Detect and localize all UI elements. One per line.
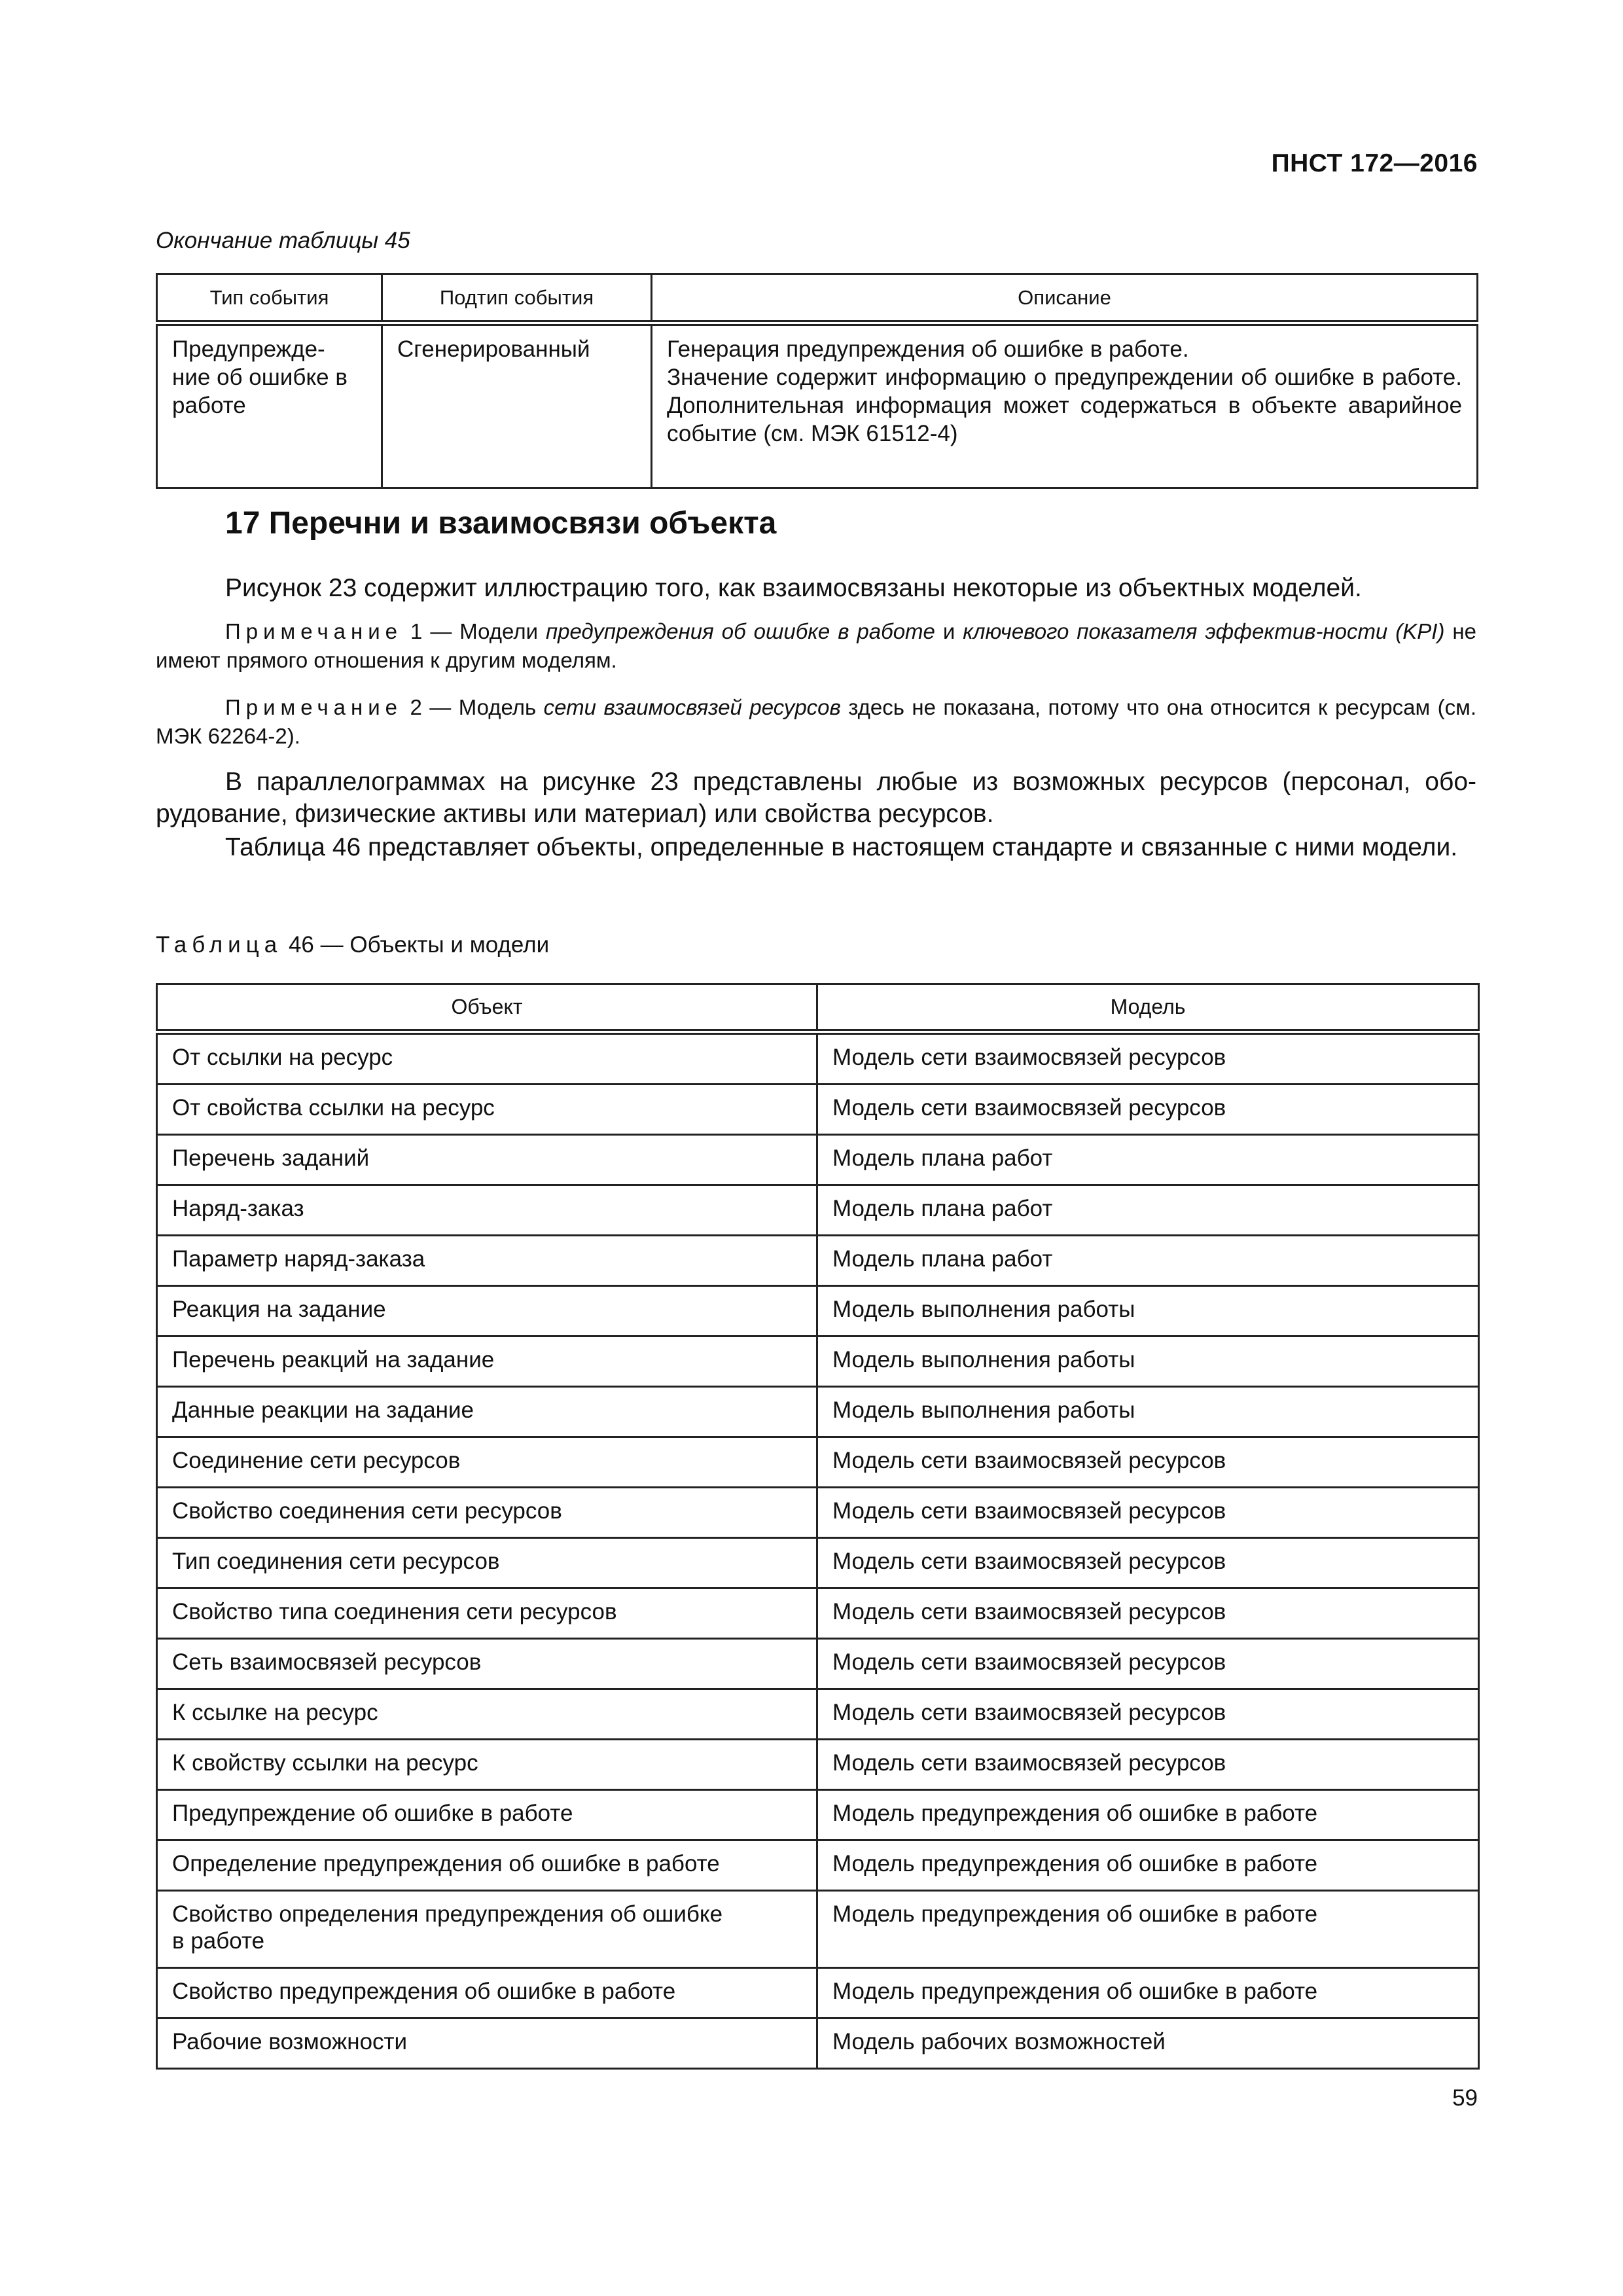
cell-object: Определение предупреждения об ошибке в работе: [157, 1840, 817, 1891]
cell-model: Модель сети взаимосвязей ресурсов: [817, 1740, 1479, 1790]
intro-paragraph: Рисунок 23 содержит иллюстрацию того, как взаимосвязаны некоторые из объектных моделей.: [225, 574, 1362, 602]
table-46-body: [157, 1032, 1479, 2069]
cell-model: Модель выполнения работы: [817, 1336, 1479, 1387]
note-2: [156, 693, 1476, 751]
table-46: [156, 983, 1480, 2070]
cell-object: Свойство типа соединения сети ресурсов: [157, 1588, 817, 1639]
cell-model: Модель сети взаимосвязей ресурсов: [817, 1032, 1479, 1085]
note-1: [156, 617, 1476, 675]
column-header-model: Модель: [817, 984, 1479, 1032]
table-row: [157, 1135, 1479, 1185]
cell-model: Модель сети взаимосвязей ресурсов: [817, 1488, 1479, 1538]
cell-object: Тип соединения сети ресурсов: [157, 1538, 817, 1588]
cell-object: Наряд-заказ: [157, 1185, 817, 1236]
cell-object: Данные реакции на задание: [157, 1387, 817, 1437]
page-number: 59: [1452, 2085, 1478, 2111]
column-header-event-subtype: Подтип события: [382, 274, 652, 323]
cell-object: Перечень реакций на задание: [157, 1336, 817, 1387]
cell-model: Модель выполнения работы: [817, 1286, 1479, 1336]
table-row: [157, 1032, 1479, 1085]
table45-caption: Окончание таблицы 45: [156, 228, 410, 253]
cell-object: Свойство определения предупреждения об ошибке в работе: [157, 1891, 817, 1968]
table-row: [157, 1085, 1479, 1135]
table46-caption-text: 46 — Объекты и модели: [288, 932, 550, 958]
cell-event-type: Предупрежде- ние об ошибке в работе: [157, 323, 382, 488]
note-text: — Модели: [422, 619, 546, 643]
cell-model: Модель предупреждения об ошибке в работе: [817, 1968, 1479, 2018]
table-row: [157, 1740, 1479, 1790]
note-text: и: [935, 619, 963, 643]
note-label: Примечание: [225, 619, 403, 643]
body-paragraph: Таблица 46 представляет объекты, определенные в настоящем стандарте и связанные с ними модели.: [225, 833, 1458, 861]
note-text-italic: предупреждения об ошибке в работе: [545, 619, 935, 643]
cell-object: Рабочие возможности: [157, 2018, 817, 2069]
cell-model: Модель рабочих возможностей: [817, 2018, 1479, 2069]
table-45: [156, 273, 1478, 489]
section-heading: 17 Перечни и взаимосвязи объекта: [225, 506, 777, 541]
table-row: [157, 1790, 1479, 1840]
table-row: [157, 1336, 1479, 1387]
cell-object: Реакция на задание: [157, 1286, 817, 1336]
note-text-italic: сети взаимосвязей ресурсов: [543, 695, 841, 719]
note-number: 2: [410, 695, 422, 719]
cell-event-subtype: Сгенерированный: [382, 323, 652, 488]
table-row: [157, 1968, 1479, 2018]
column-header-object: Объект: [157, 984, 817, 1032]
table-row: [157, 2018, 1479, 2069]
table-row: [157, 1840, 1479, 1891]
table-header-row: [157, 274, 1478, 323]
table-row: [157, 1588, 1479, 1639]
table-row: [157, 1891, 1479, 1968]
table-row: [157, 1185, 1479, 1236]
cell-model: Модель предупреждения об ошибке в работе: [817, 1840, 1479, 1891]
table-row: [157, 1488, 1479, 1538]
table-row: [157, 1538, 1479, 1588]
cell-model: Модель плана работ: [817, 1185, 1479, 1236]
table-row: [157, 1286, 1479, 1336]
cell-model: Модель предупреждения об ошибке в работе: [817, 1891, 1479, 1968]
note-text-italic: ключевого показателя эффектив-ности (KPI): [963, 619, 1445, 643]
cell-model: Модель сети взаимосвязей ресурсов: [817, 1085, 1479, 1135]
note-number: 1: [410, 619, 423, 643]
cell-object: От ссылки на ресурс: [157, 1032, 817, 1085]
column-header-description: Описание: [652, 274, 1478, 323]
cell-model: Модель предупреждения об ошибке в работе: [817, 1790, 1479, 1840]
cell-object: К ссылке на ресурс: [157, 1689, 817, 1740]
cell-object: Сеть взаимосвязей ресурсов: [157, 1639, 817, 1689]
cell-model: Модель сети взаимосвязей ресурсов: [817, 1639, 1479, 1689]
cell-object: Соединение сети ресурсов: [157, 1437, 817, 1488]
column-header-event-type: Тип события: [157, 274, 382, 323]
cell-model: Модель сети взаимосвязей ресурсов: [817, 1689, 1479, 1740]
cell-object: Свойство предупреждения об ошибке в работе: [157, 1968, 817, 2018]
note-label: Примечание: [225, 695, 403, 719]
cell-model: Модель сети взаимосвязей ресурсов: [817, 1588, 1479, 1639]
table-row: [157, 1437, 1479, 1488]
cell-model: Модель выполнения работы: [817, 1387, 1479, 1437]
body-paragraph: В параллелограммах на рисунке 23 представлены любые из возможных ресурсов (персонал, обо-рудование, физические активы или материал) или свойства ресурсов.: [156, 768, 1476, 828]
table-row: [157, 1689, 1479, 1740]
note-text: здесь не показана, потому что она относится к ресурсам (см. МЭК 62264-2).: [156, 695, 1476, 748]
cell-description: Генерация предупреждения об ошибке в работе. Значение содержит информацию о предупреждении об ошибке в работе. Дополнительная информация может содержаться в объекте аварийное событие (см. МЭК 61512-4): [652, 323, 1478, 488]
cell-object: Предупреждение об ошибке в работе: [157, 1790, 817, 1840]
table-row: [157, 1236, 1479, 1286]
cell-object: Параметр наряд-заказа: [157, 1236, 817, 1286]
table-header-row: [157, 984, 1479, 1032]
cell-model: Модель сети взаимосвязей ресурсов: [817, 1538, 1479, 1588]
cell-model: Модель сети взаимосвязей ресурсов: [817, 1437, 1479, 1488]
note-text: — Модель: [421, 695, 544, 719]
cell-object: Перечень заданий: [157, 1135, 817, 1185]
table46-caption: [156, 932, 549, 958]
cell-model: Модель плана работ: [817, 1135, 1479, 1185]
cell-object: Свойство соединения сети ресурсов: [157, 1488, 817, 1538]
cell-object: К свойству ссылки на ресурс: [157, 1740, 817, 1790]
document-code: ПНСТ 172—2016: [1271, 149, 1478, 177]
note-text: не имеют прямого отношения к другим моделям.: [156, 619, 1476, 672]
cell-model: Модель плана работ: [817, 1236, 1479, 1286]
table-row: [157, 1639, 1479, 1689]
table-row: [157, 1387, 1479, 1437]
table46-caption-label: Таблица: [156, 932, 283, 958]
table-row: [157, 323, 1478, 488]
cell-object: От свойства ссылки на ресурс: [157, 1085, 817, 1135]
